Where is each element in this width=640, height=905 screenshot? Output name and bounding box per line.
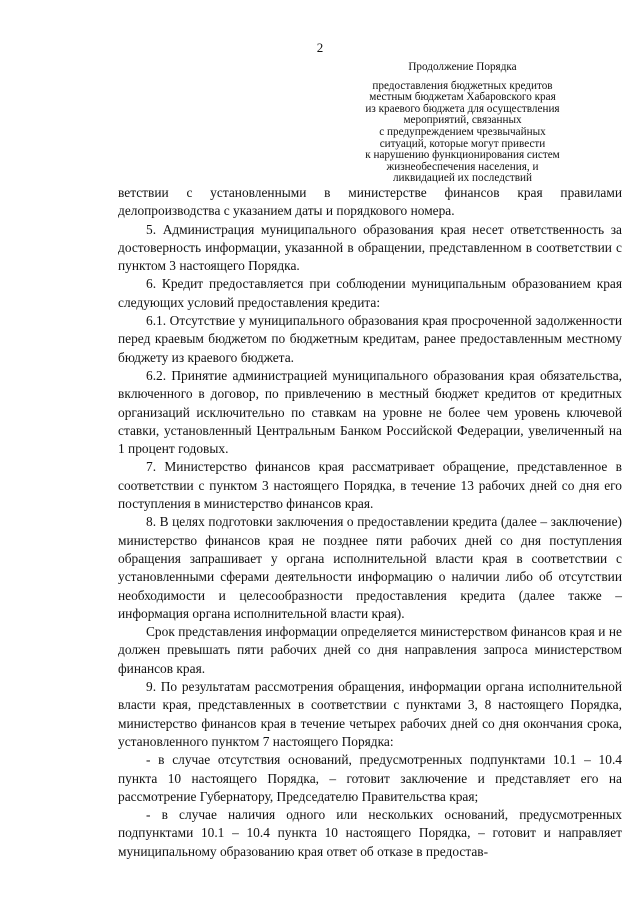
paragraph-item-5: 5. Администрация муниципального образования края несет ответственность за достоверность информации, указанной в обращении, представленном в соответствии с пунктом 3 настоящего Порядка. (118, 221, 622, 274)
header-title-line: к нарушению функционирования систем (365, 149, 560, 162)
header-title-line: ликвидацией их последствий (392, 172, 533, 185)
paragraph-bullet-no-grounds: - в случае отсутствия оснований, предусмотренных подпунктами 10.1 – 10.4 пункта 10 настоящего Порядка, – готовит заключение и представляет его на рассмотрение Губернатору, Председателю Правительства края; (118, 752, 622, 804)
header-title-line: предоставления бюджетных кредитов (372, 79, 553, 92)
header-continuation: Продолжение Порядка (408, 61, 517, 73)
paragraph-item-6-2: 6.2. Принятие администрацией муниципального образования края обязательства, включенного в договор, по привлечению в местный бюджет кредитов от кредитных организаций исключительно по ставкам на уровне не более чем уровень ключевой ставки, установленный Центральным Банком Российской Федерации, увеличенный на 1 процент годовых. (118, 367, 622, 457)
paragraph-deadline: Срок представления информации определяется министерством финансов края и не должен превышать пяти рабочих дней со дня направления запроса министерством финансов края. (118, 624, 622, 676)
header-title-line: ситуаций, которые могут привести (379, 137, 546, 150)
document-body (118, 184, 622, 861)
paragraph-continued: ветствии с установленными в министерстве финансов края правилами делопроизводства с указанием даты и порядкового номера. (118, 185, 622, 219)
paragraph-item-8: 8. В целях подготовки заключения о предоставлении кредита (далее – заключение) министерство финансов края не позднее пяти рабочих дней со дня поступления обращения запрашивает у органа исполнительной власти края в соответствии с установленными сферами деятельности информацию о наличии либо об отсутствии необходимости и целесообразности предоставления кредита (далее также – информация органа исполнительной власти края). (118, 514, 622, 621)
paragraph-item-6-1: 6.1. Отсутствие у муниципального образования края просроченной задолженности перед краевым бюджетом по бюджетным кредитам, ранее предоставленным местному бюджету из краевого бюджета. (118, 313, 622, 365)
header-title-line: местным бюджетам Хабаровского края (369, 91, 556, 104)
paragraph-item-9: 9. По результатам рассмотрения обращения, информации органа исполнительной власти края, представленных в соответствии с пунктами 3, 8 настоящего Порядка, министерство финансов края в течение четырех рабочих дней со дня окончания срока, установленного пунктом 7 настоящего Порядка: (118, 679, 622, 749)
header-title-line: мероприятий, связанных (403, 114, 522, 127)
header-title-line: с предупреждением чрезвычайных (379, 125, 546, 138)
header-title-line: из краевого бюджета для осуществления (365, 102, 560, 115)
page-number: 2 (316, 40, 324, 55)
paragraph-item-6: 6. Кредит предоставляется при соблюдении муниципальным образованием края следующих условий предоставления кредита: (118, 276, 622, 310)
paragraph-item-7: 7. Министерство финансов края рассматривает обращение, представленное в соответствии с пунктом 3 настоящего Порядка, в течение 13 рабочих дней со дня его поступления в министерство финансов края. (118, 459, 622, 512)
paragraph-bullet-grounds: - в случае наличия одного или нескольких оснований, предусмотренных подпунктами 10.1 – 10.4 пункта 10 настоящего Порядка, – готовит и направляет муниципальному образованию края ответ об отказе в предостав- (118, 807, 622, 859)
document-header (335, 62, 590, 185)
header-title-line: жизнеобеспечения населения, и (386, 160, 539, 173)
